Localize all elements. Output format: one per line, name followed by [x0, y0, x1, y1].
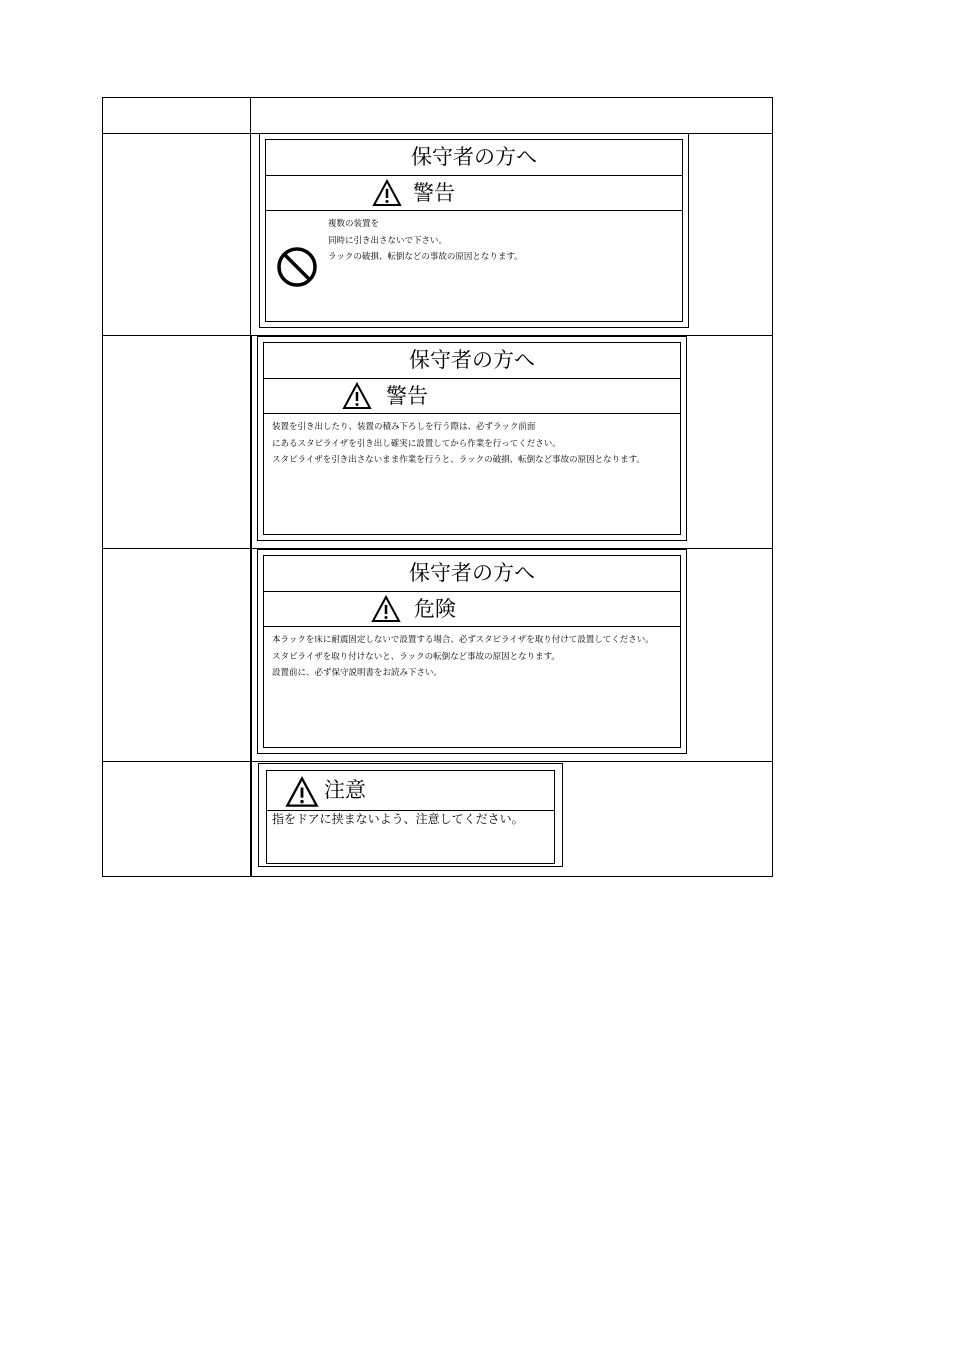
- label-text-line: 設置前に、必ず保守説明書をお読み下さい。: [272, 668, 443, 678]
- row-divider: [103, 761, 772, 762]
- hazard-level: 警告: [386, 384, 428, 408]
- label-text-line: 指をドアに挟まないよう、注意してください。: [272, 812, 524, 826]
- hazard-level: 危険: [414, 597, 456, 621]
- label-warning-stabilizer: [257, 336, 687, 541]
- label-text-line: ラックの破損、転倒などの事故の原因となります。: [328, 252, 523, 262]
- warning-triangle-icon: [285, 776, 319, 808]
- label-title: 保守者の方へ: [264, 343, 680, 379]
- hazard-header: [264, 379, 680, 414]
- label-text-line: 本ラックを床に耐震固定しないで設置する場合、必ずスタビライザを取り付けて設置してください。: [272, 635, 654, 645]
- label-warning-multiple-devices: [259, 133, 689, 328]
- column-divider-thick: [250, 336, 252, 877]
- label-text-line: 装置を引き出したり、装置の積み下ろしを行う際は、必ずラック前面: [272, 422, 536, 432]
- label-text-line: スタビライザを引き出さないまま作業を行うと、ラックの破損、転倒など事故の原因となります。: [272, 455, 645, 465]
- prohibition-icon: [276, 246, 318, 288]
- hazard-header: [264, 592, 680, 627]
- warning-triangle-icon: [372, 179, 402, 207]
- label-text-line: 同時に引き出さないで下さい。: [328, 236, 448, 246]
- label-text-line: 複数の装置を: [328, 219, 380, 229]
- label-text-line: にあるスタビライザを引き出し確実に設置してから作業を行ってください。: [272, 439, 561, 449]
- label-text-line: スタビライザを取り付けないと、ラックの転倒など事故の原因となります。: [272, 652, 560, 662]
- hazard-header: [267, 771, 554, 811]
- hazard-level: 注意: [324, 778, 366, 802]
- hazard-level: 警告: [413, 181, 455, 205]
- label-caution-door: [258, 763, 563, 867]
- label-title: 保守者の方へ: [264, 556, 680, 592]
- warning-triangle-icon: [371, 595, 401, 623]
- hazard-header: [266, 176, 682, 211]
- label-danger-seismic: [257, 549, 687, 754]
- label-title: 保守者の方へ: [266, 140, 682, 176]
- warning-triangle-icon: [342, 382, 372, 410]
